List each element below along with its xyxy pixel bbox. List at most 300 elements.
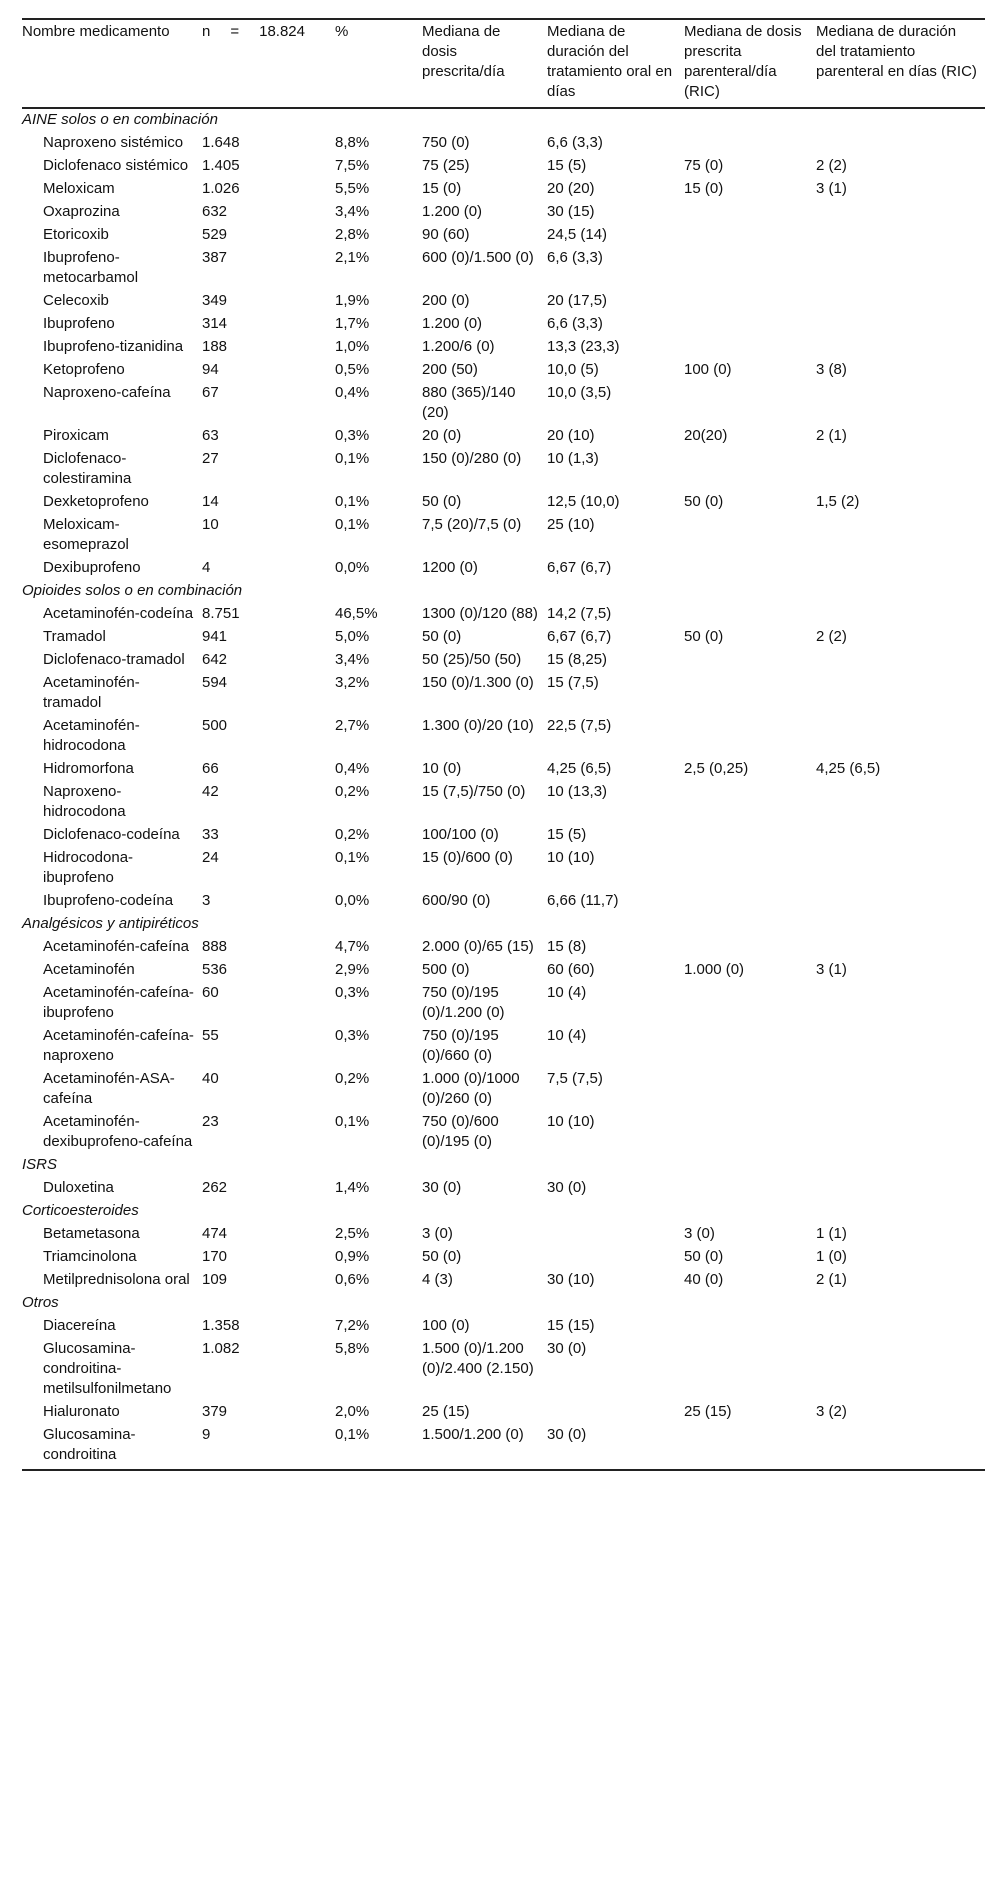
cell-dose: 1.300 (0)/20 (10) [422, 717, 534, 734]
cell-dose: 1200 (0) [422, 559, 478, 576]
cell-n: 60 [202, 984, 219, 1001]
cell-name: Oxaprozina [43, 203, 120, 220]
cell-name: Meloxicam-esomeprazol [43, 516, 129, 553]
cell-dose: 200 (50) [422, 361, 478, 378]
cell-duration-oral: 6,67 (6,7) [547, 559, 612, 576]
cell-n: 262 [202, 1179, 228, 1196]
cell-percent: 0,1% [335, 516, 370, 533]
cell-n: 3 [202, 892, 211, 909]
cell-duration-oral: 10 (10) [547, 849, 595, 866]
cell-duration-oral: 30 (0) [547, 1179, 587, 1196]
cell-dose: 15 (7,5)/750 (0) [422, 783, 526, 800]
cell-dose-parenteral [684, 890, 816, 913]
cell-dose-parenteral [684, 936, 816, 959]
cell-percent: 3,4% [335, 651, 370, 668]
cell-duration-oral: 15 (15) [547, 1317, 595, 1334]
cell-n: 55 [202, 1027, 219, 1044]
cell-n: 594 [202, 674, 228, 691]
table-row [22, 247, 985, 290]
cell-dose: 1300 (0)/120 (88) [422, 605, 538, 622]
cell-percent: 2,8% [335, 226, 370, 243]
table-row [22, 155, 985, 178]
cell-percent: 1,0% [335, 338, 370, 355]
cell-n: 536 [202, 961, 228, 978]
cell-duration-oral: 24,5 (14) [547, 226, 608, 243]
cell-duration-oral: 10,0 (5) [547, 361, 599, 378]
header-dose-parenteral: Mediana de dosis prescrita parenteral/día (RIC) [684, 23, 802, 100]
table-row [22, 936, 985, 959]
cell-n: 4 [202, 559, 211, 576]
cell-n: 42 [202, 783, 219, 800]
cell-percent: 5,5% [335, 180, 370, 197]
cell-percent: 0,1% [335, 450, 370, 467]
cell-duration-parenteral [816, 448, 985, 491]
cell-duration-parenteral: 3 (8) [816, 361, 847, 378]
table-row [22, 514, 985, 557]
cell-duration-oral: 30 (10) [547, 1271, 595, 1288]
cell-dose: 500 (0) [422, 961, 470, 978]
cell-duration-parenteral [816, 824, 985, 847]
cell-name: Dexibuprofeno [43, 559, 141, 576]
table-row [22, 1315, 985, 1338]
cell-dose: 90 (60) [422, 226, 470, 243]
group-title: Opioides solos o en combinación [22, 582, 243, 599]
cell-dose: 75 (25) [422, 157, 470, 174]
table-row [22, 890, 985, 913]
cell-duration-oral: 60 (60) [547, 961, 595, 978]
cell-dose: 1.500/1.200 (0) [422, 1426, 524, 1443]
cell-percent: 3,4% [335, 203, 370, 220]
cell-name: Hidrocodona-ibuprofeno [43, 849, 134, 886]
table-row [22, 336, 985, 359]
cell-duration-oral: 22,5 (7,5) [547, 717, 612, 734]
cell-name: Ibuprofeno-codeína [43, 892, 174, 909]
cell-dose-parenteral [684, 224, 816, 247]
header-duration-oral: Mediana de duración del tratamiento oral en días [547, 23, 673, 100]
cell-duration-parenteral [816, 1338, 985, 1401]
cell-name: Glucosamina-condroitina [43, 1426, 136, 1463]
cell-percent: 5,8% [335, 1340, 370, 1357]
cell-name: Betametasona [43, 1225, 140, 1242]
cell-name: Acetaminofén-cafeína-naproxeno [43, 1027, 194, 1064]
cell-dose-parenteral: 50 (0) [684, 493, 724, 510]
cell-percent: 1,9% [335, 292, 370, 309]
cell-dose: 15 (0)/600 (0) [422, 849, 513, 866]
header-duration-parenteral: Mediana de duración del tratamiento parenteral en días (RIC) [816, 23, 977, 80]
cell-percent: 0,1% [335, 1426, 370, 1443]
cell-duration-parenteral [816, 890, 985, 913]
cell-duration-oral: 20 (17,5) [547, 292, 608, 309]
cell-n: 10 [202, 516, 219, 533]
table-row [22, 1177, 985, 1200]
cell-n: 474 [202, 1225, 228, 1242]
cell-duration-parenteral [816, 603, 985, 626]
cell-dose: 150 (0)/1.300 (0) [422, 674, 534, 691]
cell-duration-parenteral [816, 514, 985, 557]
header-row [22, 19, 985, 108]
cell-name: Diclofenaco-tramadol [43, 651, 185, 668]
cell-dose: 600 (0)/1.500 (0) [422, 249, 534, 266]
cell-dose-parenteral: 50 (0) [684, 628, 724, 645]
cell-dose-parenteral: 40 (0) [684, 1271, 724, 1288]
cell-dose-parenteral: 15 (0) [684, 180, 724, 197]
cell-dose-parenteral [684, 824, 816, 847]
cell-duration-oral: 14,2 (7,5) [547, 605, 612, 622]
cell-n: 888 [202, 938, 228, 955]
cell-dose: 750 (0) [422, 134, 470, 151]
cell-name: Acetaminofén-codeína [43, 605, 194, 622]
table-row [22, 425, 985, 448]
cell-name: Hialuronato [43, 1403, 120, 1420]
group-title: Analgésicos y antipiréticos [22, 915, 199, 932]
cell-dose-parenteral: 25 (15) [684, 1403, 732, 1420]
cell-percent: 0,0% [335, 892, 370, 909]
group-title: ISRS [22, 1156, 58, 1173]
table-row [22, 178, 985, 201]
cell-dose: 1.200 (0) [422, 203, 483, 220]
header-n-label: n [202, 23, 211, 40]
cell-dose-parenteral [684, 247, 816, 290]
cell-n: 23 [202, 1113, 219, 1130]
cell-name: Triamcinolona [43, 1248, 137, 1265]
cell-n: 40 [202, 1070, 219, 1087]
table-row [22, 201, 985, 224]
cell-name: Acetaminofén-hidrocodona [43, 717, 140, 754]
table-row [22, 715, 985, 758]
cell-dose-parenteral [684, 557, 816, 580]
header-percent: % [335, 23, 349, 40]
cell-dose-parenteral [684, 448, 816, 491]
cell-duration-parenteral: 1 (0) [816, 1248, 847, 1265]
cell-dose-parenteral [684, 1338, 816, 1401]
cell-percent: 2,9% [335, 961, 370, 978]
cell-duration-oral: 15 (5) [547, 157, 587, 174]
group-row [22, 1200, 985, 1223]
cell-dose-parenteral: 50 (0) [684, 1248, 724, 1265]
cell-n: 67 [202, 384, 219, 401]
cell-percent: 0,3% [335, 1027, 370, 1044]
cell-dose: 750 (0)/195 (0)/1.200 (0) [422, 984, 505, 1021]
cell-dose: 750 (0)/600 (0)/195 (0) [422, 1113, 499, 1150]
cell-n: 33 [202, 826, 219, 843]
cell-duration-parenteral [816, 781, 985, 824]
cell-duration-parenteral: 3 (1) [816, 961, 847, 978]
cell-percent: 2,7% [335, 717, 370, 734]
cell-percent: 3,2% [335, 674, 370, 691]
cell-dose-parenteral [684, 1177, 816, 1200]
table-row [22, 781, 985, 824]
group-title: Corticoesteroides [22, 1202, 139, 1219]
cell-duration-parenteral [816, 1025, 985, 1068]
group-title: AINE solos o en combinación [22, 111, 218, 128]
cell-n: 1.648 [202, 134, 240, 151]
medication-table-sheet [22, 18, 985, 1471]
cell-n: 188 [202, 338, 228, 355]
cell-dose-parenteral: 2,5 (0,25) [684, 760, 749, 777]
cell-n: 63 [202, 427, 219, 444]
cell-n: 379 [202, 1403, 228, 1420]
table-row [22, 448, 985, 491]
cell-duration-parenteral: 3 (2) [816, 1403, 847, 1420]
group-row [22, 1154, 985, 1177]
cell-duration-parenteral [816, 1111, 985, 1154]
cell-name: Celecoxib [43, 292, 109, 309]
cell-duration-oral: 10 (4) [547, 984, 587, 1001]
cell-dose-parenteral [684, 290, 816, 313]
cell-dose: 30 (0) [422, 1179, 462, 1196]
table-row [22, 1246, 985, 1269]
cell-dose-parenteral [684, 603, 816, 626]
cell-duration-parenteral [816, 224, 985, 247]
cell-duration-oral: 13,3 (23,3) [547, 338, 620, 355]
cell-dose: 880 (365)/140 (20) [422, 384, 516, 421]
cell-duration-oral: 6,67 (6,7) [547, 628, 612, 645]
table-row [22, 982, 985, 1025]
cell-percent: 0,4% [335, 384, 370, 401]
cell-name: Diclofenaco sistémico [43, 157, 189, 174]
table-row [22, 824, 985, 847]
cell-n: 9 [202, 1426, 211, 1443]
cell-percent: 0,5% [335, 361, 370, 378]
cell-duration-parenteral: 4,25 (6,5) [816, 760, 881, 777]
table-row [22, 1269, 985, 1292]
cell-duration-oral: 10 (13,3) [547, 783, 608, 800]
table-row [22, 557, 985, 580]
cell-duration-oral: 20 (10) [547, 427, 595, 444]
cell-dose: 750 (0)/195 (0)/660 (0) [422, 1027, 499, 1064]
cell-duration-oral: 15 (8,25) [547, 651, 608, 668]
cell-duration-parenteral [816, 313, 985, 336]
cell-name: Naproxeno-cafeína [43, 384, 171, 401]
cell-dose: 15 (0) [422, 180, 462, 197]
cell-n: 642 [202, 651, 228, 668]
cell-dose-parenteral: 75 (0) [684, 157, 724, 174]
cell-percent: 5,0% [335, 628, 370, 645]
cell-duration-oral: 15 (5) [547, 826, 587, 843]
cell-duration-oral: 20 (20) [547, 180, 595, 197]
cell-percent: 2,0% [335, 1403, 370, 1420]
cell-n: 109 [202, 1271, 228, 1288]
cell-dose: 50 (0) [422, 1248, 462, 1265]
cell-duration-parenteral [816, 290, 985, 313]
cell-dose-parenteral [684, 132, 816, 155]
cell-dose: 3 (0) [422, 1225, 453, 1242]
cell-n: 24 [202, 849, 219, 866]
table-body [22, 108, 985, 1470]
cell-duration-oral: 7,5 (7,5) [547, 1070, 603, 1087]
cell-dose-parenteral [684, 313, 816, 336]
table-row [22, 1068, 985, 1111]
cell-dose: 100 (0) [422, 1317, 470, 1334]
cell-percent: 0,2% [335, 1070, 370, 1087]
cell-percent: 0,9% [335, 1248, 370, 1265]
cell-n: 632 [202, 203, 228, 220]
cell-duration-oral: 30 (0) [547, 1340, 587, 1357]
cell-name: Piroxicam [43, 427, 109, 444]
header-n [202, 19, 335, 108]
cell-name: Ketoprofeno [43, 361, 125, 378]
cell-duration-parenteral [816, 201, 985, 224]
cell-dose-parenteral [684, 715, 816, 758]
cell-duration-oral: 10,0 (3,5) [547, 384, 612, 401]
cell-dose: 50 (0) [422, 493, 462, 510]
cell-duration-parenteral [816, 649, 985, 672]
table-row [22, 1401, 985, 1424]
cell-dose: 200 (0) [422, 292, 470, 309]
table-row [22, 313, 985, 336]
cell-n: 66 [202, 760, 219, 777]
cell-percent: 8,8% [335, 134, 370, 151]
cell-duration-parenteral [816, 132, 985, 155]
cell-dose: 20 (0) [422, 427, 462, 444]
cell-name: Etoricoxib [43, 226, 109, 243]
cell-percent: 0,3% [335, 984, 370, 1001]
table-row [22, 649, 985, 672]
cell-dose-parenteral: 3 (0) [684, 1225, 715, 1242]
cell-name: Hidromorfona [43, 760, 134, 777]
cell-percent: 0,1% [335, 849, 370, 866]
cell-dose: 1.500 (0)/1.200 (0)/2.400 (2.150) [422, 1340, 534, 1377]
cell-dose: 1.200 (0) [422, 315, 483, 332]
cell-dose-parenteral [684, 201, 816, 224]
cell-n: 94 [202, 361, 219, 378]
cell-dose: 1.000 (0)/1000 (0)/260 (0) [422, 1070, 520, 1107]
cell-duration-oral: 10 (10) [547, 1113, 595, 1130]
cell-duration-parenteral [816, 936, 985, 959]
cell-duration-oral: 15 (7,5) [547, 674, 599, 691]
cell-duration-parenteral [816, 557, 985, 580]
cell-percent: 0,1% [335, 1113, 370, 1130]
table-row [22, 132, 985, 155]
cell-name: Tramadol [43, 628, 106, 645]
cell-duration-oral [547, 1223, 684, 1246]
table-row [22, 1424, 985, 1470]
cell-n: 314 [202, 315, 228, 332]
cell-percent: 2,5% [335, 1225, 370, 1242]
cell-dose: 150 (0)/280 (0) [422, 450, 522, 467]
cell-n: 1.358 [202, 1317, 240, 1334]
cell-percent: 7,2% [335, 1317, 370, 1334]
cell-dose: 600/90 (0) [422, 892, 491, 909]
cell-duration-oral: 4,25 (6,5) [547, 760, 612, 777]
cell-n: 529 [202, 226, 228, 243]
table-row [22, 959, 985, 982]
cell-name: Acetaminofén-ASA-cafeína [43, 1070, 175, 1107]
header-dose: Mediana de dosis prescrita/día [422, 23, 505, 80]
cell-dose: 50 (0) [422, 628, 462, 645]
table-row [22, 1111, 985, 1154]
cell-dose-parenteral [684, 1068, 816, 1111]
table-row [22, 224, 985, 247]
cell-n: 170 [202, 1248, 228, 1265]
group-row [22, 913, 985, 936]
cell-duration-parenteral [816, 982, 985, 1025]
cell-duration-oral: 25 (10) [547, 516, 595, 533]
cell-dose-parenteral [684, 649, 816, 672]
cell-dose-parenteral [684, 514, 816, 557]
cell-percent: 0,4% [335, 760, 370, 777]
cell-percent: 0,6% [335, 1271, 370, 1288]
cell-percent: 46,5% [335, 605, 378, 622]
group-title: Otros [22, 1294, 59, 1311]
cell-duration-parenteral [816, 1424, 985, 1470]
cell-name: Metilprednisolona oral [43, 1271, 190, 1288]
cell-duration-oral: 15 (8) [547, 938, 587, 955]
cell-duration-parenteral [816, 247, 985, 290]
table-row [22, 758, 985, 781]
cell-n: 8.751 [202, 605, 240, 622]
table-row [22, 1338, 985, 1401]
cell-dose-parenteral [684, 382, 816, 425]
cell-percent: 2,1% [335, 249, 370, 266]
cell-duration-oral: 12,5 (10,0) [547, 493, 620, 510]
table-row [22, 603, 985, 626]
table-row [22, 1025, 985, 1068]
cell-duration-oral [547, 1246, 684, 1269]
group-row [22, 1292, 985, 1315]
table-row [22, 626, 985, 649]
cell-duration-parenteral: 2 (1) [816, 1271, 847, 1288]
header-name: Nombre medicamento [22, 23, 170, 40]
cell-n: 1.405 [202, 157, 240, 174]
cell-dose-parenteral [684, 1111, 816, 1154]
cell-name: Diclofenaco-codeína [43, 826, 180, 843]
cell-duration-oral: 30 (0) [547, 1426, 587, 1443]
cell-duration-oral: 10 (4) [547, 1027, 587, 1044]
cell-name: Acetaminofén-tramadol [43, 674, 140, 711]
cell-dose: 7,5 (20)/7,5 (0) [422, 516, 522, 533]
cell-duration-oral: 10 (1,3) [547, 450, 599, 467]
cell-dose-parenteral: 100 (0) [684, 361, 732, 378]
cell-dose-parenteral [684, 1424, 816, 1470]
cell-dose: 4 (3) [422, 1271, 453, 1288]
cell-dose-parenteral [684, 847, 816, 890]
cell-duration-parenteral [816, 1177, 985, 1200]
table-row [22, 491, 985, 514]
table-row [22, 359, 985, 382]
cell-dose-parenteral: 20(20) [684, 427, 728, 444]
cell-name: Ibuprofeno-tizanidina [43, 338, 184, 355]
cell-duration-parenteral [816, 1068, 985, 1111]
cell-n: 27 [202, 450, 219, 467]
cell-name: Glucosamina-condroitina-metilsulfonilmetano [43, 1340, 172, 1397]
cell-name: Dexketoprofeno [43, 493, 149, 510]
medication-table [22, 18, 985, 1471]
cell-duration-oral: 6,6 (3,3) [547, 249, 603, 266]
cell-n: 14 [202, 493, 219, 510]
cell-duration-parenteral [816, 382, 985, 425]
cell-name: Ibuprofeno [43, 315, 115, 332]
cell-dose: 100/100 (0) [422, 826, 499, 843]
table-row [22, 290, 985, 313]
group-row [22, 108, 985, 132]
cell-n: 387 [202, 249, 228, 266]
cell-dose-parenteral [684, 672, 816, 715]
cell-duration-parenteral: 1,5 (2) [816, 493, 860, 510]
cell-percent: 0,3% [335, 427, 370, 444]
header-n-equals: = [230, 23, 240, 40]
cell-name: Diclofenaco-colestiramina [43, 450, 132, 487]
table-row [22, 672, 985, 715]
cell-duration-parenteral [816, 672, 985, 715]
cell-name: Acetaminofén-cafeína [43, 938, 189, 955]
cell-n: 500 [202, 717, 228, 734]
group-row [22, 580, 985, 603]
cell-n: 1.082 [202, 1340, 240, 1357]
table-header [22, 19, 985, 108]
cell-percent: 4,7% [335, 938, 370, 955]
cell-duration-oral: 6,6 (3,3) [547, 134, 603, 151]
